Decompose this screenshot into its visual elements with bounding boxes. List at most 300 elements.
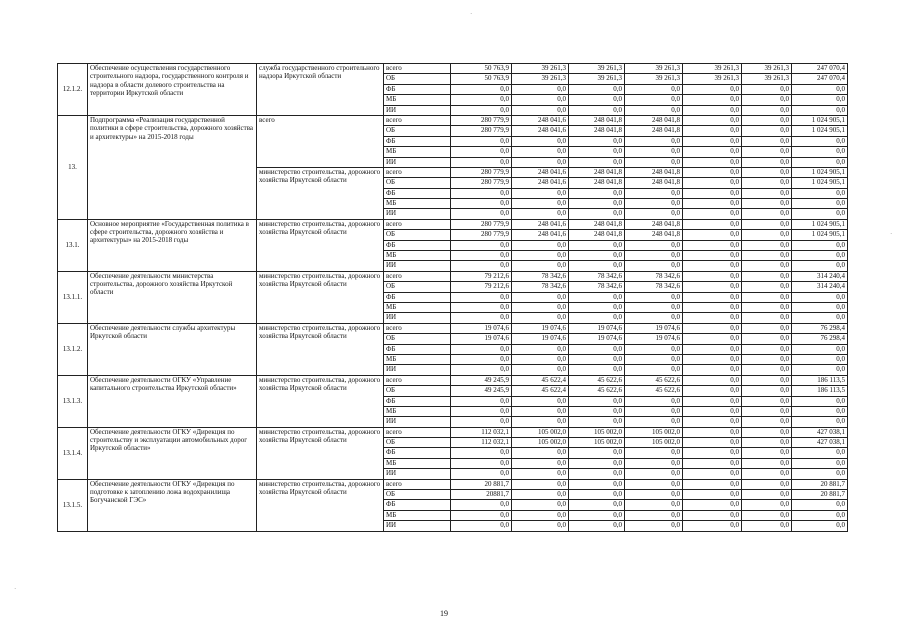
year-value: 0,0 [451,469,512,479]
measure-name: Обеспечение деятельности ОГКУ «Дирекция по строительству и эксплуатации автомобильных дорог Иркутской области» [88,427,257,479]
year-value: 0,0 [512,344,569,354]
year-value: 112 032,1 [451,438,512,448]
year-value: 0,0 [625,365,683,375]
year-value: 0,0 [683,406,742,416]
year-value: 0,0 [625,136,683,146]
year-value: 280 779,9 [451,126,512,136]
year-value: 0,0 [625,157,683,167]
year-value: 0,0 [451,136,512,146]
funding-source: всего [384,115,451,125]
year-value: 0,0 [512,240,569,250]
year-value: 0,0 [683,313,742,323]
year-value: 0,0 [512,105,569,115]
total-value: 0,0 [792,157,848,167]
year-value: 0,0 [512,157,569,167]
year-value: 0,0 [569,344,625,354]
year-value: 0,0 [512,302,569,312]
year-value: 0,0 [451,396,512,406]
year-value: 0,0 [512,292,569,302]
responsible-executor: министерство строительства, дорожного хозяйства Иркутской области [257,167,384,219]
year-value: 0,0 [512,396,569,406]
year-value: 0,0 [625,251,683,261]
measure-name: Подпрограмма «Реализация государственной политики в сфере строительства, дорожного хозяйства и архитектуры» на 2015-2018 годы [88,115,257,219]
year-value: 0,0 [683,458,742,468]
year-value: 0,0 [742,427,792,437]
year-value: 0,0 [742,406,792,416]
year-value: 0,0 [683,375,742,385]
year-value: 0,0 [512,448,569,458]
year-value: 0,0 [742,323,792,333]
year-value: 0,0 [569,406,625,416]
year-value: 0,0 [625,521,683,531]
year-value: 0,0 [742,344,792,354]
year-value: 0,0 [683,105,742,115]
year-value: 0,0 [742,167,792,177]
year-value: 0,0 [683,490,742,500]
year-value: 0,0 [742,521,792,531]
total-value: 0,0 [792,469,848,479]
funding-source: ОБ [384,74,451,84]
funding-source: ОБ [384,438,451,448]
total-value: 427 038,1 [792,427,848,437]
funding-source: всего [384,271,451,281]
measure-name: Обеспечение деятельности ОГКУ «Управление капитального строительства Иркутской области» [88,375,257,427]
page-number: 19 [440,609,448,618]
total-value: 314 240,4 [792,271,848,281]
year-value: 0,0 [569,510,625,520]
year-value: 248 041,6 [512,178,569,188]
year-value: 0,0 [683,178,742,188]
funding-source: МБ [384,354,451,364]
year-value: 0,0 [683,251,742,261]
year-value: 0,0 [625,500,683,510]
funding-source: ФБ [384,136,451,146]
funding-source: ИИ [384,157,451,167]
year-value: 0,0 [742,199,792,209]
year-value: 0,0 [625,147,683,157]
table-row [58,64,848,74]
total-value: 247 070,4 [792,74,848,84]
year-value: 0,0 [683,147,742,157]
year-value: 0,0 [625,240,683,250]
year-value: 0,0 [683,334,742,344]
year-value: 0,0 [512,261,569,271]
funding-source: МБ [384,147,451,157]
year-value: 0,0 [451,417,512,427]
row-code: 13.1.3. [58,375,88,427]
year-value: 0,0 [512,458,569,468]
year-value: 78 342,6 [569,282,625,292]
funding-source: ФБ [384,188,451,198]
year-value: 39 261,3 [569,74,625,84]
year-value: 280 779,9 [451,115,512,125]
year-value: 0,0 [742,261,792,271]
year-value: 0,0 [742,458,792,468]
year-value: 0,0 [512,479,569,489]
year-value: 0,0 [512,84,569,94]
year-value: 0,0 [742,365,792,375]
year-value: 45 622,6 [625,375,683,385]
year-value: 105 002,0 [569,427,625,437]
year-value: 39 261,3 [683,64,742,74]
total-value: 0,0 [792,313,848,323]
year-value: 0,0 [451,313,512,323]
row-code: 12.1.2. [58,64,88,116]
funding-source: ИИ [384,209,451,219]
year-value: 0,0 [451,199,512,209]
year-value: 0,0 [569,292,625,302]
year-value: 0,0 [569,209,625,219]
year-value: 39 261,3 [512,74,569,84]
year-value: 0,0 [625,199,683,209]
year-value: 0,0 [742,230,792,240]
year-value: 0,0 [742,448,792,458]
row-code: 13.1.4. [58,427,88,479]
year-value: 0,0 [569,157,625,167]
year-value: 105 002,0 [625,438,683,448]
year-value: 248 041,8 [569,219,625,229]
year-value: 0,0 [569,417,625,427]
year-value: 0,0 [742,510,792,520]
year-value: 0,0 [625,209,683,219]
year-value: 280 779,9 [451,167,512,177]
funding-source: ОБ [384,178,451,188]
year-value: 0,0 [742,84,792,94]
year-value: 0,0 [625,302,683,312]
year-value: 0,0 [683,209,742,219]
year-value: 39 261,3 [625,64,683,74]
year-value: 0,0 [512,490,569,500]
year-value: 45 622,6 [569,386,625,396]
year-value: 0,0 [512,313,569,323]
year-value: 248 041,6 [512,167,569,177]
funding-source: МБ [384,199,451,209]
scan-speck: · [890,230,893,238]
year-value: 0,0 [625,344,683,354]
total-value: 1 024 905,1 [792,178,848,188]
year-value: 0,0 [569,396,625,406]
year-value: 20 881,7 [451,479,512,489]
year-value: 0,0 [569,469,625,479]
funding-source: ИИ [384,417,451,427]
year-value: 0,0 [569,147,625,157]
year-value: 0,0 [683,136,742,146]
funding-source: всего [384,375,451,385]
year-value: 0,0 [451,354,512,364]
year-value: 0,0 [451,302,512,312]
year-value: 0,0 [569,479,625,489]
measure-name: Основное мероприятие «Государственная политика в сфере строительства, дорожного хозяйства и архитектуры» на 2015-2018 годы [88,219,257,271]
total-value: 0,0 [792,417,848,427]
year-value: 0,0 [569,500,625,510]
total-value: 0,0 [792,458,848,468]
year-value: 0,0 [512,500,569,510]
year-value: 248 041,8 [569,126,625,136]
total-value: 1 024 905,1 [792,167,848,177]
total-value: 247 070,4 [792,64,848,74]
year-value: 0,0 [683,417,742,427]
measure-name: Обеспечение деятельности службы архитектуры Иркутской области [88,323,257,375]
total-value: 0,0 [792,261,848,271]
funding-source: ОБ [384,126,451,136]
year-value: 0,0 [625,313,683,323]
year-value: 248 041,8 [569,167,625,177]
year-value: 0,0 [569,448,625,458]
year-value: 0,0 [742,147,792,157]
year-value: 112 032,1 [451,427,512,437]
row-code: 13.1.5. [58,479,88,531]
funding-source: ФБ [384,396,451,406]
year-value: 0,0 [625,292,683,302]
year-value: 78 342,6 [569,271,625,281]
year-value: 50 763,9 [451,74,512,84]
year-value: 0,0 [569,95,625,105]
year-value: 20881,7 [451,490,512,500]
year-value: 280 779,9 [451,230,512,240]
year-value: 0,0 [512,510,569,520]
responsible-executor: всего [257,115,384,167]
year-value: 0,0 [742,209,792,219]
funding-source: ФБ [384,448,451,458]
year-value: 248 041,6 [512,230,569,240]
total-value: 20 881,7 [792,479,848,489]
funding-source: всего [384,479,451,489]
year-value: 0,0 [683,479,742,489]
funding-source: ИИ [384,469,451,479]
budget-table [57,63,848,532]
total-value: 20 881,7 [792,490,848,500]
year-value: 0,0 [569,521,625,531]
total-value: 0,0 [792,510,848,520]
year-value: 45 622,4 [512,375,569,385]
year-value: 0,0 [742,500,792,510]
measure-name: Обеспечение осуществления государственного строительного надзора, государственного контроля и надзора в области долевого строительства на территории Иркутской области [88,64,257,116]
year-value: 0,0 [512,199,569,209]
year-value: 39 261,3 [625,74,683,84]
table-row [58,219,848,229]
total-value: 0,0 [792,199,848,209]
year-value: 39 261,3 [742,74,792,84]
year-value: 0,0 [683,365,742,375]
year-value: 0,0 [512,95,569,105]
year-value: 0,0 [742,302,792,312]
measure-name: Обеспечение деятельности министерства строительства, дорожного хозяйства Иркутской области [88,271,257,323]
year-value: 0,0 [451,84,512,94]
year-value: 0,0 [512,136,569,146]
funding-source: ОБ [384,282,451,292]
year-value: 0,0 [512,521,569,531]
year-value: 0,0 [742,417,792,427]
funding-source: всего [384,323,451,333]
year-value: 0,0 [625,396,683,406]
year-value: 0,0 [742,386,792,396]
year-value: 248 041,8 [569,115,625,125]
year-value: 0,0 [625,105,683,115]
year-value: 39 261,3 [512,64,569,74]
year-value: 19 074,6 [625,323,683,333]
year-value: 0,0 [451,521,512,531]
year-value: 0,0 [569,302,625,312]
total-value: 0,0 [792,251,848,261]
year-value: 0,0 [625,406,683,416]
year-value: 0,0 [451,448,512,458]
table-row [58,375,848,385]
year-value: 0,0 [683,240,742,250]
year-value: 0,0 [625,448,683,458]
year-value: 0,0 [569,261,625,271]
table-row [58,323,848,333]
funding-source: ФБ [384,500,451,510]
year-value: 0,0 [625,84,683,94]
year-value: 0,0 [742,105,792,115]
year-value: 39 261,3 [683,74,742,84]
year-value: 0,0 [451,157,512,167]
year-value: 0,0 [683,448,742,458]
funding-source: всего [384,219,451,229]
year-value: 19 074,6 [512,323,569,333]
year-value: 0,0 [451,95,512,105]
responsible-executor: министерство строительства, дорожного хозяйства Иркутской области [257,219,384,271]
year-value: 0,0 [512,469,569,479]
year-value: 0,0 [742,438,792,448]
total-value: 0,0 [792,448,848,458]
year-value: 0,0 [569,490,625,500]
year-value: 0,0 [625,354,683,364]
measure-name: Обеспечение деятельности ОГКУ «Дирекция по подготовке к затоплению ложа водохранилища Богучанской ГЭС» [88,479,257,531]
funding-source: ОБ [384,490,451,500]
year-value: 0,0 [683,344,742,354]
funding-source: ФБ [384,240,451,250]
year-value: 0,0 [512,188,569,198]
year-value: 0,0 [512,406,569,416]
year-value: 0,0 [683,188,742,198]
total-value: 0,0 [792,500,848,510]
scan-speck: · [14,585,17,593]
year-value: 248 041,8 [625,178,683,188]
funding-source: всего [384,64,451,74]
year-value: 0,0 [683,167,742,177]
total-value: 314 240,4 [792,282,848,292]
funding-source: ИИ [384,105,451,115]
year-value: 0,0 [683,438,742,448]
year-value: 0,0 [625,458,683,468]
year-value: 19 074,6 [451,323,512,333]
total-value: 186 113,5 [792,375,848,385]
year-value: 280 779,9 [451,219,512,229]
year-value: 78 342,6 [512,271,569,281]
responsible-executor: министерство строительства, дорожного хозяйства Иркутской области [257,375,384,427]
year-value: 0,0 [625,479,683,489]
responsible-executor: министерство строительства, дорожного хозяйства Иркутской области [257,271,384,323]
year-value: 0,0 [742,126,792,136]
total-value: 0,0 [792,344,848,354]
table-row [58,479,848,489]
year-value: 0,0 [451,500,512,510]
year-value: 78 342,6 [512,282,569,292]
year-value: 105 002,0 [512,427,569,437]
year-value: 0,0 [451,188,512,198]
year-value: 0,0 [451,209,512,219]
year-value: 0,0 [451,261,512,271]
year-value: 19 074,6 [625,334,683,344]
year-value: 0,0 [742,292,792,302]
year-value: 0,0 [451,105,512,115]
year-value: 0,0 [569,365,625,375]
year-value: 0,0 [742,334,792,344]
year-value: 0,0 [625,188,683,198]
year-value: 0,0 [512,147,569,157]
year-value: 0,0 [683,95,742,105]
year-value: 0,0 [569,199,625,209]
year-value: 0,0 [683,126,742,136]
total-value: 76 298,4 [792,334,848,344]
year-value: 105 002,0 [625,427,683,437]
year-value: 0,0 [683,469,742,479]
year-value: 0,0 [625,510,683,520]
total-value: 0,0 [792,302,848,312]
year-value: 105 002,0 [512,438,569,448]
year-value: 45 622,4 [512,386,569,396]
year-value: 0,0 [625,417,683,427]
funding-source: всего [384,427,451,437]
year-value: 19 074,6 [451,334,512,344]
year-value: 0,0 [742,396,792,406]
year-value: 0,0 [569,84,625,94]
year-value: 0,0 [569,313,625,323]
year-value: 0,0 [451,510,512,520]
total-value: 0,0 [792,105,848,115]
total-value: 1 024 905,1 [792,126,848,136]
year-value: 0,0 [683,219,742,229]
year-value: 0,0 [683,396,742,406]
year-value: 248 041,8 [625,219,683,229]
row-code: 13.1.1. [58,271,88,323]
year-value: 0,0 [742,115,792,125]
year-value: 0,0 [625,261,683,271]
year-value: 50 763,9 [451,64,512,74]
year-value: 248 041,6 [512,126,569,136]
year-value: 79 212,6 [451,282,512,292]
funding-source: ИИ [384,521,451,531]
funding-source: МБ [384,458,451,468]
funding-source: ИИ [384,313,451,323]
year-value: 0,0 [569,354,625,364]
year-value: 0,0 [569,105,625,115]
year-value: 49 245,9 [451,375,512,385]
year-value: 78 342,6 [625,271,683,281]
year-value: 0,0 [683,271,742,281]
year-value: 248 041,8 [569,230,625,240]
total-value: 0,0 [792,292,848,302]
total-value: 186 113,5 [792,386,848,396]
year-value: 0,0 [569,136,625,146]
total-value: 0,0 [792,406,848,416]
year-value: 0,0 [512,354,569,364]
year-value: 0,0 [512,365,569,375]
funding-source: МБ [384,406,451,416]
year-value: 49 245,9 [451,386,512,396]
funding-source: ФБ [384,84,451,94]
year-value: 0,0 [742,479,792,489]
year-value: 0,0 [683,510,742,520]
year-value: 0,0 [569,188,625,198]
responsible-executor: министерство строительства, дорожного хозяйства Иркутской области [257,323,384,375]
year-value: 0,0 [742,375,792,385]
year-value: 0,0 [683,354,742,364]
total-value: 1 024 905,1 [792,115,848,125]
total-value: 0,0 [792,209,848,219]
year-value: 39 261,3 [742,64,792,74]
